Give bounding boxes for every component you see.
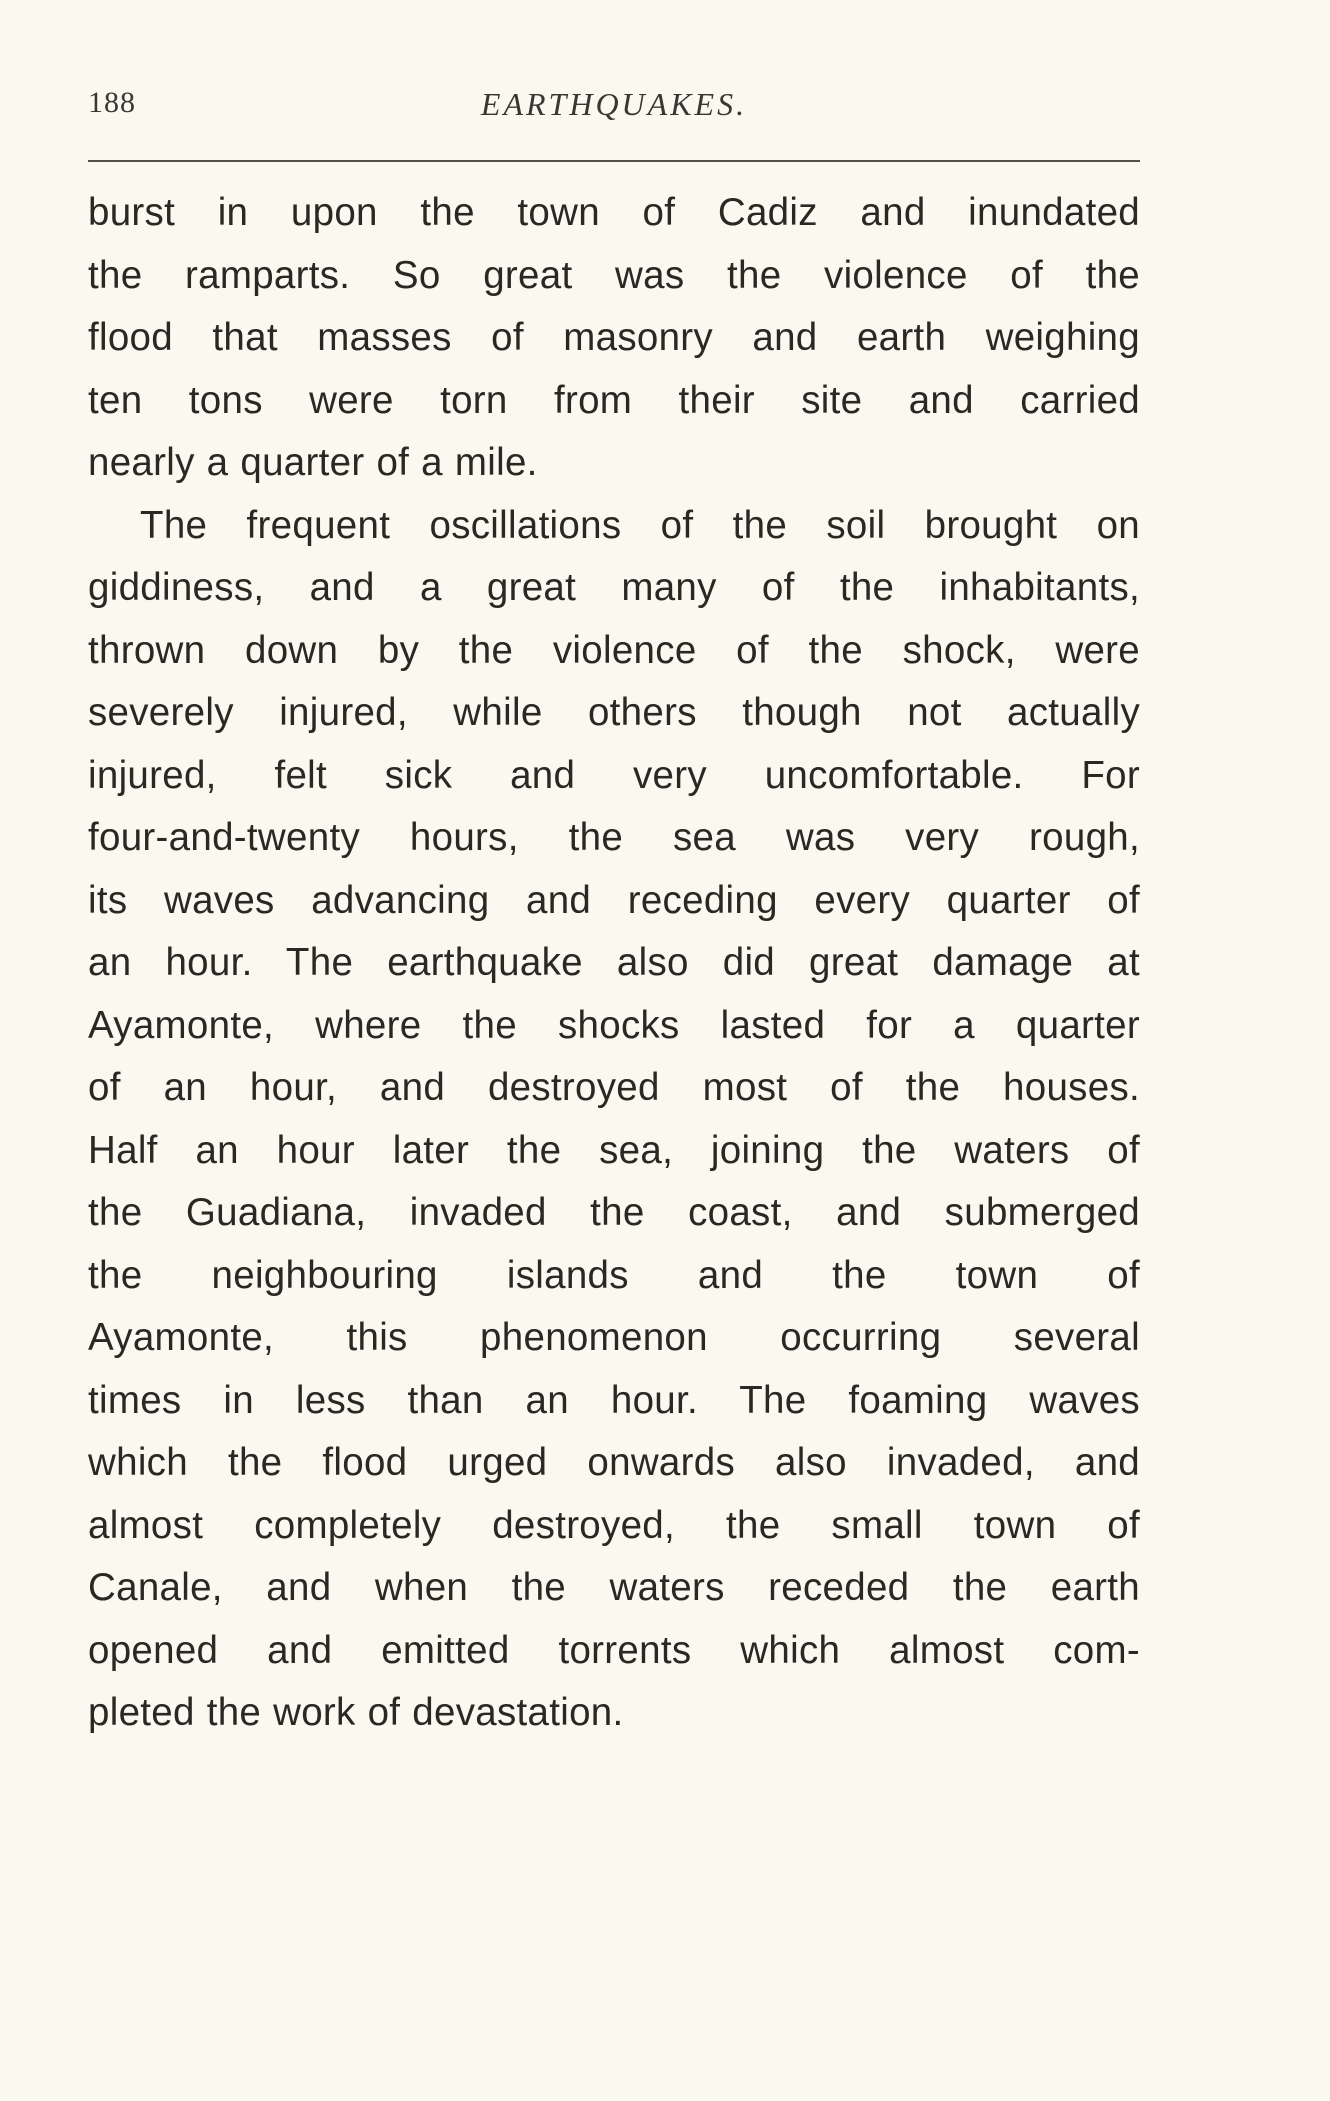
text-line: burst in upon the town of Cadiz and inundated (88, 191, 1140, 234)
text-line: opened and emitted torrents which almost com- (88, 1628, 1140, 1672)
text-line: the neighbouring islands and the town of (88, 1253, 1140, 1297)
text-line: four-and-twenty hours, the sea was very rough, (88, 816, 1140, 859)
text-line: Canale, and when the waters receded the earth (88, 1566, 1140, 1609)
text-line: The frequent oscillations of the soil brought on (140, 503, 1140, 547)
page-number: 188 (88, 86, 136, 119)
text-line: an hour. The earthquake also did great damage at (88, 941, 1140, 984)
text-line: almost completely destroyed, the small town of (88, 1503, 1140, 1547)
text-line: Half an hour later the sea, joining the waters of (88, 1128, 1140, 1172)
text-line: which the flood urged onwards also invaded, and (88, 1441, 1140, 1484)
header-rule (88, 160, 1140, 162)
text-line: severely injured, while others though not actually (88, 691, 1140, 734)
running-head (88, 86, 1140, 136)
running-title: EARTHQUAKES. (480, 86, 748, 122)
text-line: its waves advancing and receding every quarter of (88, 878, 1140, 922)
text-line: of an hour, and destroyed most of the houses. (88, 1066, 1140, 1109)
text-line: ten tons were torn from their site and carried (88, 378, 1140, 422)
text-line: times in less than an hour. The foaming waves (88, 1378, 1140, 1422)
body-text (88, 182, 1140, 1745)
text-line: thrown down by the violence of the shock, were (88, 628, 1140, 672)
text-line: the ramparts. So great was the violence of the (88, 253, 1140, 297)
text-line: flood that masses of masonry and earth weighing (88, 316, 1140, 359)
text-line: nearly a quarter of a mile. (88, 441, 538, 484)
text-line: Ayamonte, this phenomenon occurring several (88, 1316, 1140, 1359)
text-line: giddiness, and a great many of the inhabitants, (88, 566, 1140, 609)
text-line: pleted the work of devastation. (88, 1691, 624, 1734)
text-line: injured, felt sick and very uncomfortable. For (88, 753, 1140, 797)
text-line: Ayamonte, where the shocks lasted for a quarter (88, 1003, 1140, 1047)
text-line: the Guadiana, invaded the coast, and submerged (88, 1191, 1140, 1234)
